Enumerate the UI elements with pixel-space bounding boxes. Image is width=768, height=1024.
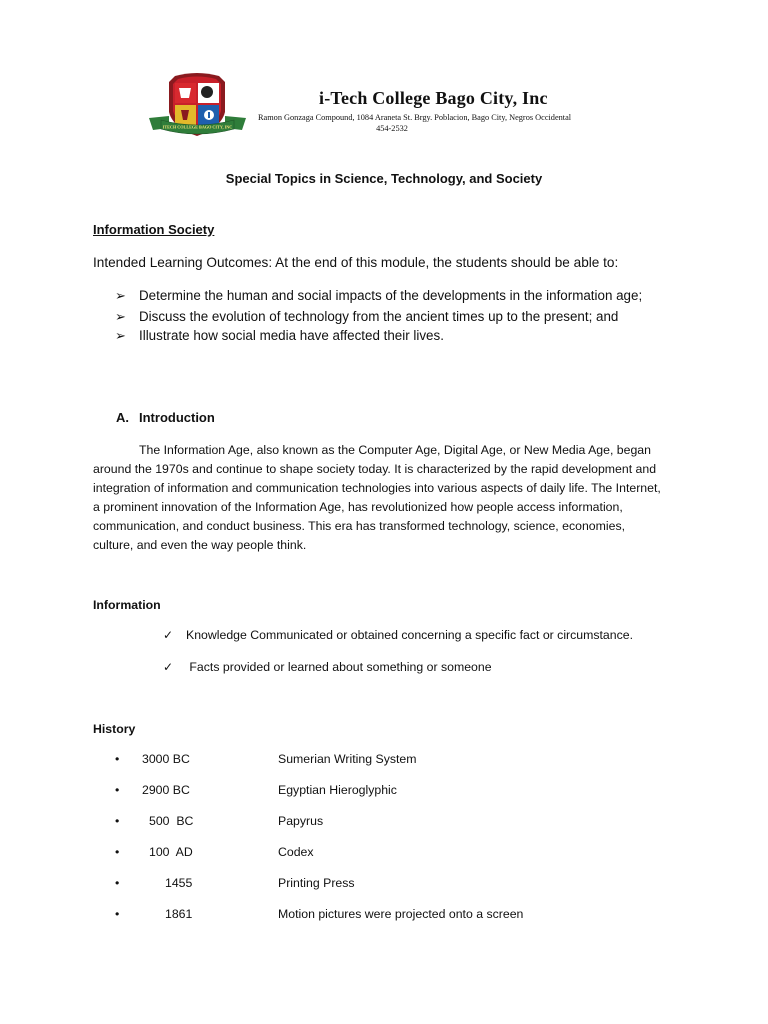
learning-outcomes-intro: Intended Learning Outcomes: At the end of this module, the students should be able to: — [93, 255, 619, 270]
learning-outcome-text: Determine the human and social impacts of the developments in the information age; — [139, 288, 643, 303]
checkmark-icon: ✓ — [163, 660, 174, 674]
history-year: 2900 BC — [142, 783, 190, 797]
history-event: Papyrus — [278, 814, 324, 828]
section-title: Information Society — [93, 222, 215, 237]
introduction-paragraph: The Information Age, also known as the Computer Age, Digital Age, or New Media Age, began around the 1970s and continue to shape society today. It is characterized by the rapid development and integration of information and communication technologies into various aspects of daily life. The Internet, a prominent innovation of the Information Age, has revolutionized how people access information, communication, and conduct business. This era has transformed technology, science, economies, culture, and even the way people think. — [93, 443, 661, 552]
information-item-text: Knowledge Communicated or obtained concerning a specific fact or circumstance. — [186, 628, 634, 642]
history-event: Egyptian Hieroglyphic — [278, 783, 397, 797]
introduction-heading-text: Introduction — [139, 410, 215, 425]
bullet-icon: • — [115, 845, 120, 859]
history-heading: History — [93, 722, 136, 736]
learning-outcome-item — [115, 286, 675, 306]
history-row — [0, 752, 768, 770]
history-row — [0, 783, 768, 801]
history-year: 100 AD — [149, 845, 193, 859]
history-year: 1861 — [165, 907, 193, 921]
bullet-icon: • — [115, 752, 120, 766]
learning-outcome-text: Illustrate how social media have affected their lives. — [139, 328, 444, 343]
history-event: Codex — [278, 845, 314, 859]
history-year: 500 BC — [149, 814, 194, 828]
history-row — [0, 907, 768, 925]
information-heading: Information — [93, 598, 161, 612]
logo-ribbon-text: ITECH COLLEGE BAGO CITY, INC — [162, 124, 233, 130]
history-event: Sumerian Writing System — [278, 752, 417, 766]
arrow-bullet-icon: ➢ — [115, 308, 126, 324]
arrow-bullet-icon: ➢ — [115, 328, 126, 343]
information-item-text: Facts provided or learned about something or someone — [186, 660, 492, 674]
history-year: 3000 BC — [142, 752, 190, 766]
learning-outcome-text: Discuss the evolution of technology from the ancient times up to the present; and — [139, 308, 619, 324]
history-event: Printing Press — [278, 876, 355, 890]
history-event: Motion pictures were projected onto a screen — [278, 907, 524, 921]
college-address: Ramon Gonzaga Compound, 1084 Araneta St. Brgy. Poblacion, Bago City, Negros Occidental — [258, 113, 572, 122]
history-row — [0, 876, 768, 894]
section-letter: A. — [116, 410, 129, 425]
course-title: Special Topics in Science, Technology, and Society — [225, 171, 543, 186]
information-item — [163, 628, 633, 642]
information-item — [163, 660, 492, 674]
bullet-icon: • — [115, 814, 120, 828]
learning-outcome-item — [115, 326, 675, 346]
checkmark-icon: ✓ — [163, 628, 174, 642]
college-name: i-Tech College Bago City, Inc — [319, 88, 548, 108]
bullet-icon: • — [115, 783, 120, 797]
college-phone: 454-2532 — [376, 124, 408, 133]
bullet-icon: • — [115, 907, 120, 921]
introduction-heading — [116, 410, 215, 425]
history-year: 1455 — [165, 876, 193, 890]
bullet-icon: • — [115, 876, 120, 890]
learning-outcomes-list — [115, 286, 675, 346]
arrow-bullet-icon: ➢ — [115, 288, 126, 303]
history-row — [0, 845, 768, 863]
learning-outcome-item — [115, 307, 675, 327]
history-row — [0, 814, 768, 832]
college-logo — [145, 70, 250, 142]
